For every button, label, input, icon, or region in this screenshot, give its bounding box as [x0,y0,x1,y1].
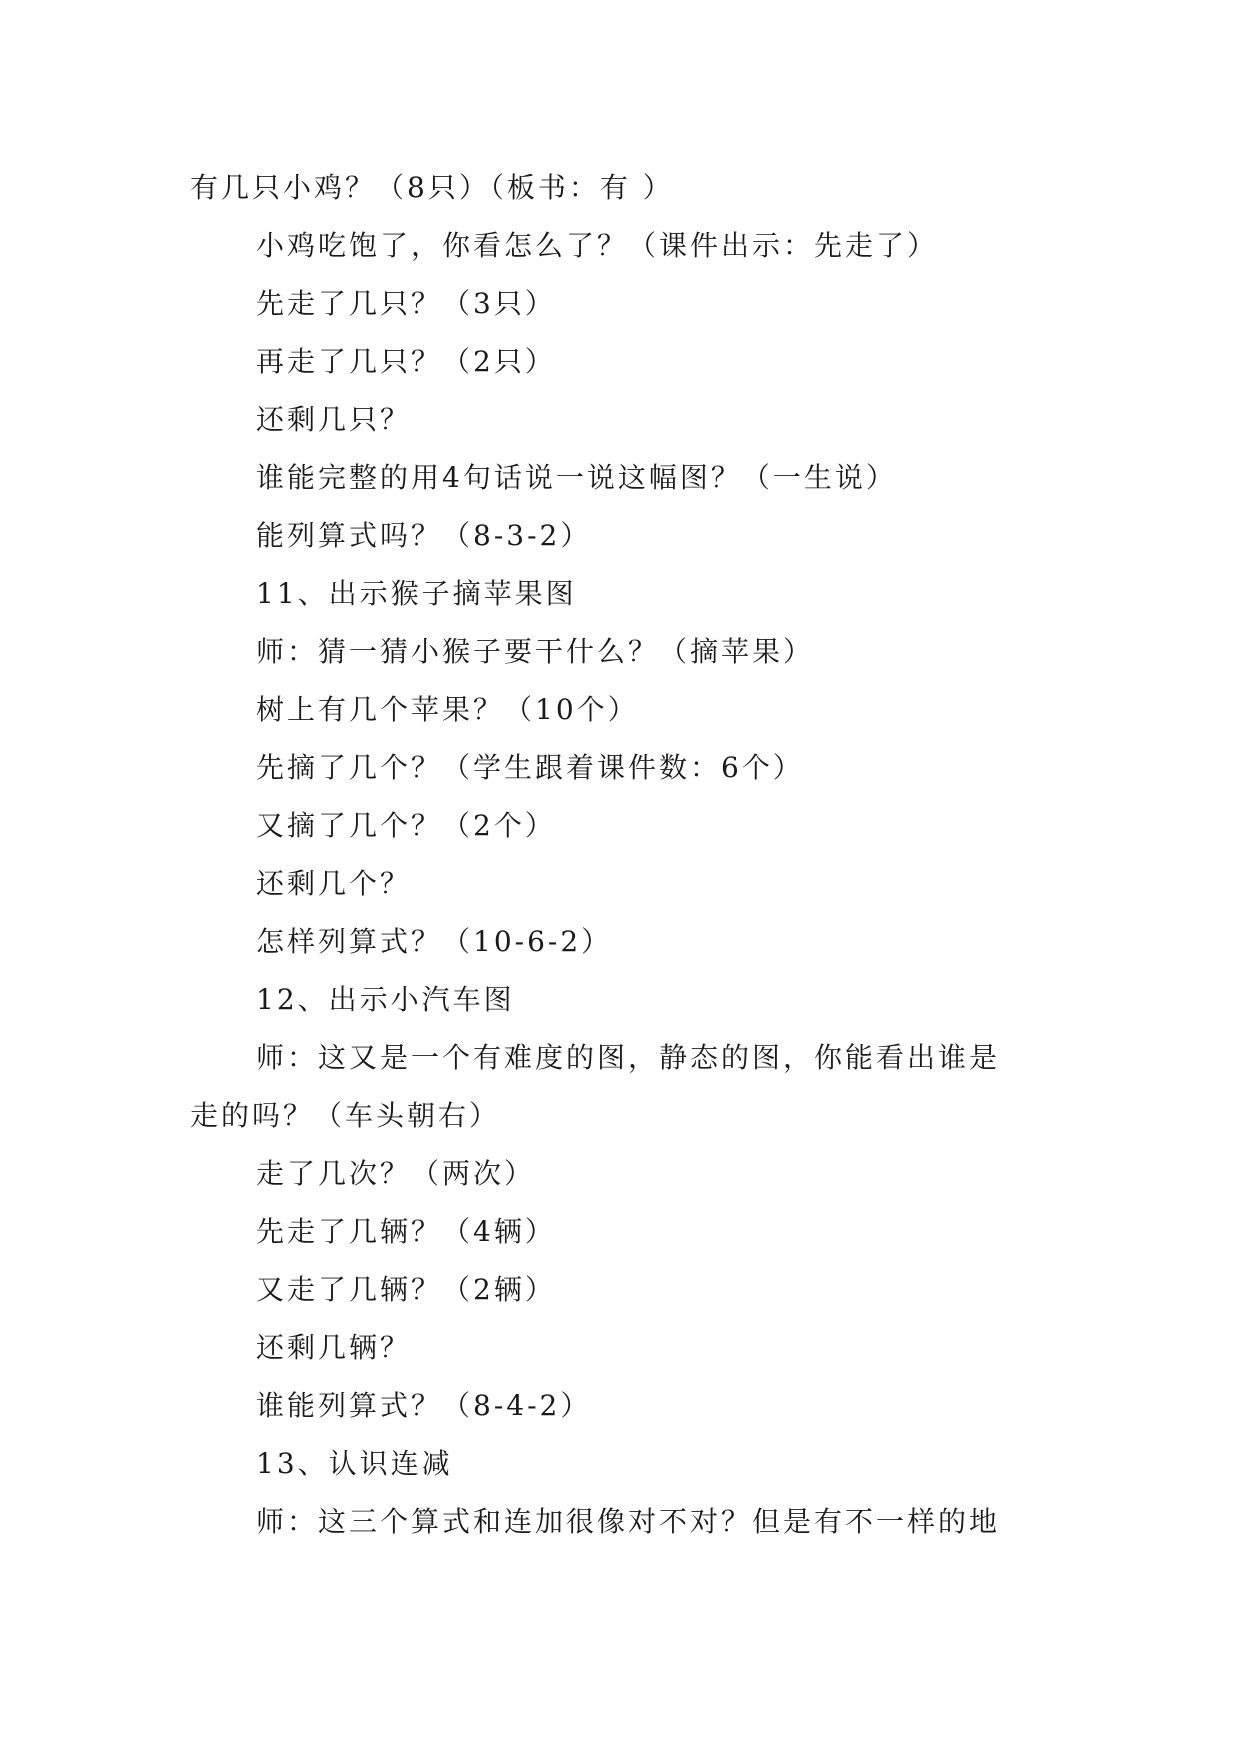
text-line: 能列算式吗？（8-3-2） [256,519,592,552]
text-line: 师：这又是一个有难度的图，静态的图，你能看出谁是 [256,1041,1001,1074]
text-line: 师：猜一猜小猴子要干什么？（摘苹果） [256,635,815,668]
text-line: 师：这三个算式和连加很像对不对？但是有不一样的地 [256,1505,1001,1538]
text-line: 先摘了几个？（学生跟着课件数：6个） [256,751,804,784]
text-line: 又走了几辆？（2辆） [256,1273,556,1306]
text-line: 小鸡吃饱了，你看怎么了？（课件出示：先走了） [256,229,939,262]
document-body [190,159,1070,1551]
text-line: 走了几次？（两次） [256,1157,536,1190]
text-line: 还剩几个？ [256,867,412,900]
text-line: 还剩几只？ [256,403,412,436]
text-line: 又摘了几个？（2个） [256,809,556,842]
text-line: 有几只小鸡？（8只）（板书：有 ） [190,171,674,204]
text-line: 怎样列算式？（10-6-2） [256,925,613,958]
text-line: 还剩几辆？ [256,1331,412,1364]
text-line: 树上有几个苹果？（10个） [256,693,639,726]
section-heading: 12、出示小汽车图 [256,983,515,1016]
text-line: 再走了几只？（2只） [256,345,556,378]
text-line: 谁能列算式？（8-4-2） [256,1389,592,1422]
section-heading: 13、认识连减 [256,1447,453,1480]
text-line: 先走了几辆？（4辆） [256,1215,556,1248]
text-line: 走的吗？（车头朝右） [190,1099,501,1132]
text-line: 谁能完整的用4句话说一说这幅图？（一生说） [256,461,897,494]
section-heading: 11、出示猴子摘苹果图 [256,577,577,610]
text-line: 先走了几只？（3只） [256,287,556,320]
